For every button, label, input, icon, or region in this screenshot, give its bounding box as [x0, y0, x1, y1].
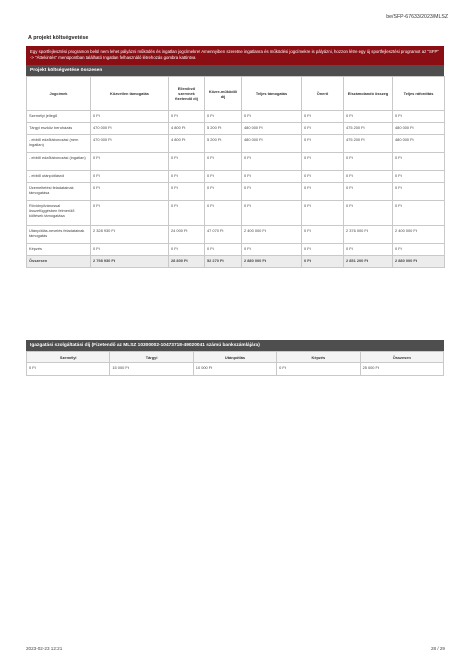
table-cell: 0 Ft	[302, 171, 344, 183]
row-label-cell: Üzemeltetési feladatainak támogatása	[27, 183, 91, 201]
table-cell: 0 Ft	[242, 244, 302, 256]
table-cell: 0 Ft	[393, 201, 445, 226]
table-cell: 0 Ft	[393, 183, 445, 201]
table-cell: 0 Ft	[302, 153, 344, 171]
table-cell: 0 Ft	[344, 183, 393, 201]
header-cell: Képzés	[277, 352, 360, 363]
header-cell: Önerő	[302, 77, 344, 111]
total-cell: 52 270 Ft	[205, 256, 242, 268]
budget-header-row	[27, 77, 445, 111]
footer-timestamp: 2023-02-23 12:21	[26, 646, 63, 651]
table-cell: 470 000 Ft	[91, 135, 169, 153]
table-cell: 0 Ft	[344, 171, 393, 183]
table-cell: 475 200 Ft	[344, 123, 393, 135]
table-cell: 2 376 000 Ft	[344, 226, 393, 244]
header-cell: Tárgyi	[110, 352, 193, 363]
table-cell: 0 Ft	[91, 111, 169, 123]
footer-page-number: 28 / 29	[430, 646, 445, 651]
header-cell: Teljes ráfordítás	[393, 77, 445, 111]
total-cell: 2 880 000 Ft	[393, 256, 445, 268]
table-cell: 2 400 000 Ft	[393, 226, 445, 244]
header-cell: Ellenőrző szervnek fizetendő díj	[169, 77, 205, 111]
total-cell: 2 851 200 Ft	[344, 256, 393, 268]
row-label-cell: - ebből edzőtáborozási (nem ingatlan)	[27, 135, 91, 153]
section-title: A projekt költségvetése	[28, 35, 89, 41]
table-cell: 480 000 Ft	[393, 135, 445, 153]
table-cell: 15 000 Ft	[110, 363, 193, 376]
table-cell: 0 Ft	[169, 111, 205, 123]
table-cell: 0 Ft	[27, 363, 110, 376]
table-cell: 0 Ft	[302, 244, 344, 256]
table-cell: 0 Ft	[344, 153, 393, 171]
table-cell: 0 Ft	[393, 153, 445, 171]
table-cell: 0 Ft	[91, 244, 169, 256]
fee-table	[26, 351, 444, 376]
table-cell: 0 Ft	[205, 183, 242, 201]
table-cell: 0 Ft	[169, 201, 205, 226]
table-row	[27, 201, 445, 226]
table-cell: 0 Ft	[169, 183, 205, 201]
total-cell: 2 798 930 Ft	[91, 256, 169, 268]
table-cell: 0 Ft	[205, 153, 242, 171]
table-row	[27, 226, 445, 244]
warning-alert: Egy sportfejlesztési programon belül nem lehet pályázni működés és ingatlan jogcímekre! Amennyiben szeretne ingatlanra és működési jogcímekre is pályázni, hozzon létre egy új sportfejlesztési programot az "SFP" -> "Áttekintés" menüpontban található Ingatlan felhasználó létrehozás gombra kattintva	[26, 46, 444, 65]
table-cell: 2 400 000 Ft	[242, 226, 302, 244]
table-row	[27, 111, 445, 123]
budget-table-title: Projekt költségvetése összesen	[26, 65, 444, 76]
table-cell: 0 Ft	[302, 226, 344, 244]
document-reference: be/SFP-67633/2023/MLSZ	[386, 14, 448, 20]
total-cell: 28 800 Ft	[169, 256, 205, 268]
table-cell: 480 000 Ft	[393, 123, 445, 135]
total-cell: 0 Ft	[302, 256, 344, 268]
table-cell: 0 Ft	[205, 171, 242, 183]
table-cell: 5 200 Ft	[205, 135, 242, 153]
table-cell: 0 Ft	[242, 183, 302, 201]
table-cell: 0 Ft	[302, 201, 344, 226]
table-cell: 0 Ft	[242, 111, 302, 123]
table-cell: 0 Ft	[242, 201, 302, 226]
table-cell: 0 Ft	[169, 171, 205, 183]
fee-table-title: Igazgatási szolgáltatási díj (Fizetendő az MLSZ 10300002-10473718-49020041 számú bankszámlájára)	[26, 340, 444, 351]
table-cell: 0 Ft	[393, 171, 445, 183]
table-cell: 0 Ft	[344, 244, 393, 256]
table-cell: 0 Ft	[205, 201, 242, 226]
header-cell: Utánpótlás	[193, 352, 276, 363]
table-cell: 0 Ft	[169, 153, 205, 171]
header-cell: Elszámolandó összeg	[344, 77, 393, 111]
row-label-cell: Személyi jellegű	[27, 111, 91, 123]
table-cell: 480 000 Ft	[242, 123, 302, 135]
row-label-cell: Tárgyi eszköz beruházás	[27, 123, 91, 135]
fee-panel	[26, 340, 444, 376]
table-cell: 0 Ft	[277, 363, 360, 376]
table-row	[27, 363, 444, 376]
table-cell: 0 Ft	[91, 153, 169, 171]
table-cell: 10 000 Ft	[193, 363, 276, 376]
budget-table	[26, 76, 445, 268]
table-cell: 0 Ft	[242, 171, 302, 183]
header-cell: Közre-működői díj	[205, 77, 242, 111]
row-label-cell: - ebből edzőtáborozási (ingatlan)	[27, 153, 91, 171]
table-cell: 0 Ft	[344, 201, 393, 226]
table-cell: 0 Ft	[393, 244, 445, 256]
row-label-cell: Képzés	[27, 244, 91, 256]
table-cell: 47 070 Ft	[205, 226, 242, 244]
table-row	[27, 153, 445, 171]
row-label-cell: Rövidnyilvánossal összefüggésben felmerülő költések támogatása	[27, 201, 91, 226]
table-cell: 0 Ft	[91, 201, 169, 226]
table-cell: 0 Ft	[205, 244, 242, 256]
budget-panel	[26, 46, 444, 268]
total-cell: 2 880 000 Ft	[242, 256, 302, 268]
table-cell: 0 Ft	[205, 111, 242, 123]
row-label-cell: - ebből utánpótlásról	[27, 171, 91, 183]
table-cell: 5 200 Ft	[205, 123, 242, 135]
table-cell: 0 Ft	[242, 153, 302, 171]
row-label-cell: Utánpótlás-nevelés feladatainak támogatás	[27, 226, 91, 244]
table-cell: 0 Ft	[91, 171, 169, 183]
table-cell: 4 800 Ft	[169, 123, 205, 135]
header-cell: Jogcímek	[27, 77, 91, 111]
total-label-cell: Összesen	[27, 256, 91, 268]
table-cell: 0 Ft	[393, 111, 445, 123]
table-cell: 25 000 Ft	[360, 363, 443, 376]
table-row	[27, 171, 445, 183]
header-cell: Teljes támogatás	[242, 77, 302, 111]
fee-header-row	[27, 352, 444, 363]
table-row	[27, 135, 445, 153]
header-cell: Személyi	[27, 352, 110, 363]
table-cell: 0 Ft	[302, 111, 344, 123]
table-cell: 0 Ft	[302, 135, 344, 153]
table-cell: 0 Ft	[302, 183, 344, 201]
table-row	[27, 183, 445, 201]
table-cell: 2 328 930 Ft	[91, 226, 169, 244]
table-cell: 24 000 Ft	[169, 226, 205, 244]
table-row	[27, 123, 445, 135]
table-cell: 0 Ft	[302, 123, 344, 135]
table-cell: 0 Ft	[169, 244, 205, 256]
header-cell: Összesen	[360, 352, 443, 363]
table-cell: 4 800 Ft	[169, 135, 205, 153]
table-cell: 0 Ft	[91, 183, 169, 201]
table-cell: 480 000 Ft	[242, 135, 302, 153]
table-cell: 475 200 Ft	[344, 135, 393, 153]
header-cell: Közvetlen támogatás	[91, 77, 169, 111]
table-cell: 470 000 Ft	[91, 123, 169, 135]
total-row	[27, 256, 445, 268]
table-cell: 0 Ft	[344, 111, 393, 123]
table-row	[27, 244, 445, 256]
